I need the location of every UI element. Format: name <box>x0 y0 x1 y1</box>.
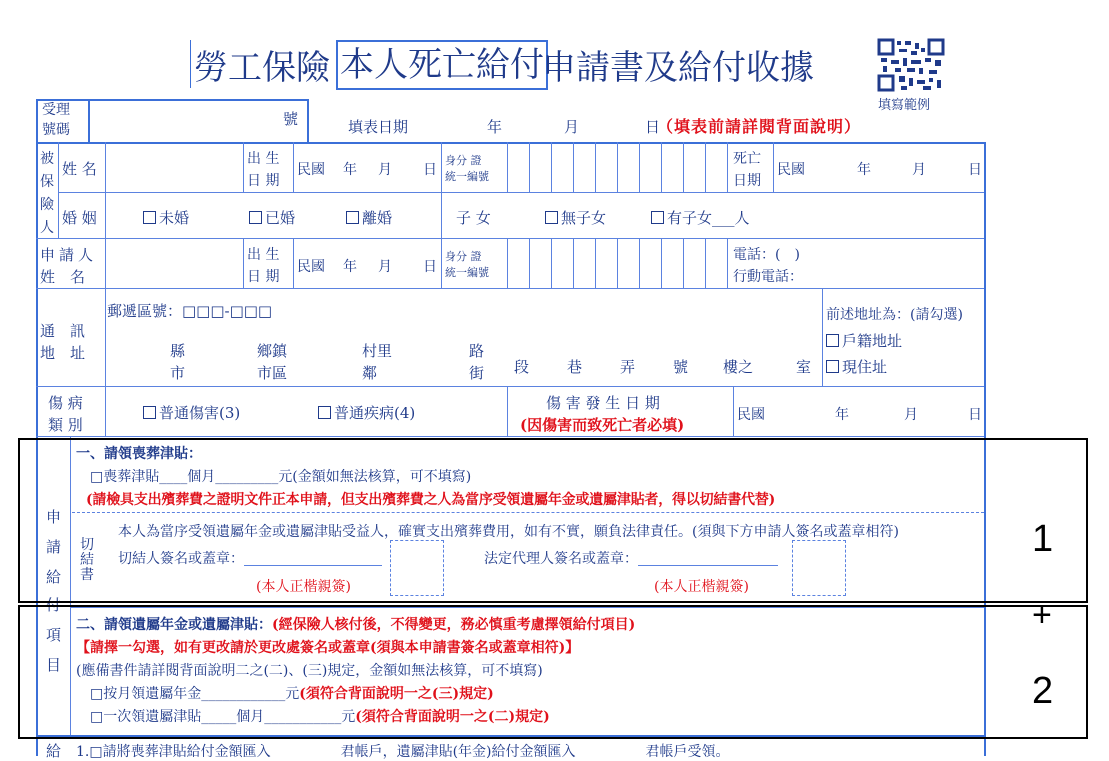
opt-divorced[interactable] <box>346 207 392 228</box>
injury-date-note: (因傷害而致死亡者必填) <box>520 416 685 434</box>
checkbox-married[interactable] <box>249 211 262 224</box>
insured-birth-month: 月 <box>378 162 392 178</box>
opt-married-label: 已婚 <box>265 209 296 227</box>
addr-road-2: 街 <box>469 364 485 382</box>
section2-reference: (應備書件請詳閱背面說明二之(二)、(三)規定，金額如無法核算，可不填寫) <box>76 663 543 679</box>
address-label-2: 地 址 <box>40 344 86 362</box>
checkbox-common-injury[interactable] <box>143 406 156 419</box>
applicant-phone: 電話：( ) <box>733 247 800 263</box>
insured-birth-day: 日 <box>423 162 437 178</box>
checkbox-common-disease[interactable] <box>318 406 331 419</box>
addr-alley: 弄 <box>620 358 636 376</box>
addr-choose-label: 前述地址為：(請勾選) <box>826 307 963 323</box>
insured-name-label: 姓 名 <box>62 160 97 178</box>
marriage-label: 婚 姻 <box>62 209 97 227</box>
apply-side-2: 請 <box>46 538 62 556</box>
insured-birth-label-2: 日 期 <box>247 173 280 189</box>
title-part-a: 勞工保險 <box>194 48 330 88</box>
insured-side-label: 被保險人 <box>40 151 54 236</box>
opt-lump-red: (須符合背面說明一之(二)規定) <box>355 709 550 725</box>
fill-date-year: 年 <box>487 118 503 136</box>
injury-date-label: 傷 害 發 生 日 期 <box>546 394 660 412</box>
affidavit-text: 本人為當序受領遺屬年金或遺屬津貼受益人，確實支出殯葬費用，如有不實，願負法律責任。(須與下方申請人簽名或蓋章相符) <box>118 524 899 540</box>
insured-id-label-2: 統一編號 <box>445 170 489 183</box>
applicant-id-label-2: 統一編號 <box>445 266 489 279</box>
opt-residence-label: 現住址 <box>842 358 888 376</box>
applicant-id-label-1: 身分 證 <box>445 250 482 263</box>
addr-number: 號 <box>673 358 689 376</box>
qr-caption: 填寫範例 <box>878 98 931 113</box>
insured-birth-minguo: 民國 <box>297 162 325 178</box>
apply-side-3: 給 <box>46 568 62 586</box>
addr-section: 段 <box>514 358 530 376</box>
applicant-birth-label-1: 出 生 <box>247 247 280 263</box>
injury-minguo: 民國 <box>737 407 765 423</box>
apply-side-1: 申 <box>46 508 62 526</box>
injury-year: 年 <box>835 407 849 423</box>
insured-birth-label-1: 出 生 <box>247 151 280 167</box>
insured-id-label-1: 身分 證 <box>445 154 482 167</box>
children-label: 子 女 <box>456 209 491 227</box>
insured-death-year: 年 <box>857 162 871 178</box>
annotation-frame-1 <box>18 438 1088 603</box>
section2-choose-note: 【請擇一勾選，如有更改請於更改處簽名或蓋章(須與本申請書簽名或蓋章相符)】 <box>76 640 580 656</box>
addr-village-1: 村里 <box>362 342 393 360</box>
opt-unmarried-label: 未婚 <box>159 209 190 227</box>
fill-note: （填表前請詳閱背面說明） <box>657 117 862 136</box>
affidavit-seal-self: (本人正楷親簽) <box>256 579 351 595</box>
section1-heading: 一、請領喪葬津貼： <box>76 446 202 462</box>
addr-town-1: 鄉鎮 <box>257 342 288 360</box>
addr-floor: 樓之 <box>723 358 754 376</box>
title-part-b: 本人死亡給付 <box>336 40 548 90</box>
apply-side-4: 付 <box>46 596 62 614</box>
opt-common-disease-label: 普通疾病(4) <box>334 404 416 422</box>
affidavit-side-label: 切結書 <box>80 537 94 583</box>
insured-death-month: 月 <box>912 162 926 178</box>
injury-month: 月 <box>904 407 918 423</box>
apply-side-6: 目 <box>46 656 62 674</box>
addr-room: 室 <box>796 358 812 376</box>
opt-lump-text: □一次領遺屬津貼_____個月___________元 <box>90 709 356 725</box>
opt-common-disease[interactable] <box>318 402 415 423</box>
opt-residence[interactable] <box>826 356 887 377</box>
opt-common-injury-label: 普通傷害(3) <box>159 404 241 422</box>
checkbox-household[interactable] <box>826 334 839 347</box>
insured-death-minguo: 民國 <box>777 162 805 178</box>
bottom-text: 1.□請將喪葬津貼給付金額匯入 君帳戶，遺屬津貼(年金)給付金額匯入 君帳戶受領。 <box>76 744 730 760</box>
fill-date-day: 日 <box>645 118 661 136</box>
fill-date-label: 填表日期 <box>348 118 409 136</box>
insured-death-label-2: 日期 <box>733 173 761 189</box>
affidavit-sign-self: 切結人簽名或蓋章： <box>118 551 244 567</box>
annotation-plus: + <box>1032 596 1052 634</box>
addr-county-1: 縣 <box>170 342 186 360</box>
applicant-birth-year: 年 <box>343 259 357 275</box>
applicant-birth-month: 月 <box>378 259 392 275</box>
applicant-birth-day: 日 <box>423 259 437 275</box>
apply-side-5: 項 <box>46 626 62 644</box>
receipt-hao: 號 <box>283 110 299 128</box>
section2-heading-red: (經保險人核付後，不得變更，務必慎重考慮擇領給付項目) <box>272 617 636 633</box>
affidavit-sign-agent: 法定代理人簽名或蓋章： <box>484 551 638 567</box>
opt-household-label: 戶籍地址 <box>842 332 903 350</box>
section2-heading-text: 二、請領遺屬年金或遺屬津貼： <box>76 617 272 633</box>
insured-death-label-1: 死亡 <box>733 151 761 167</box>
opt-monthly-red: (須符合背面說明一之(三)規定) <box>299 686 494 702</box>
applicant-mobile: 行動電話： <box>733 269 803 285</box>
receipt-label: 受理號碼 <box>42 102 70 138</box>
insured-death-day: 日 <box>968 162 982 178</box>
opt-child[interactable] <box>651 207 750 228</box>
addr-village-2: 鄰 <box>362 364 378 382</box>
qr-code-icon <box>877 38 945 92</box>
applicant-label-2: 姓 名 <box>40 268 86 286</box>
opt-unmarried[interactable] <box>143 207 189 228</box>
opt-monthly-text: □按月領遺屬年金____________元 <box>90 686 300 702</box>
title-part-c: 申請書及給付收據 <box>542 48 814 88</box>
opt-divorced-label: 離婚 <box>362 209 393 227</box>
section1-funeral-line: □喪葬津貼____個月_________元(金額如無法核算，可不填寫) <box>90 469 472 485</box>
applicant-birth-minguo: 民國 <box>297 259 325 275</box>
annotation-frame-2 <box>18 605 1088 739</box>
checkbox-child[interactable] <box>651 211 664 224</box>
applicant-label-1: 申請人 <box>40 246 98 264</box>
insured-birth-year: 年 <box>343 162 357 178</box>
bottom-side-label: 給 <box>46 742 62 760</box>
checkbox-divorced[interactable] <box>346 211 359 224</box>
affidavit-seal-agent: (本人正楷親簽) <box>654 579 749 595</box>
addr-road-1: 路 <box>469 342 485 360</box>
checkbox-residence[interactable] <box>826 360 839 373</box>
postal-code: 郵遞區號：□□□-□□□ <box>107 302 273 320</box>
fill-date-month: 月 <box>564 118 580 136</box>
section1-red-note: (請檢具支出殯葬費之證明文件正本申請，但支出殯葬費之人為當序受領遺屬年金或遺屬津貼者，得以切結書代替) <box>86 492 776 508</box>
addr-county-2: 市 <box>170 364 186 382</box>
opt-no-child[interactable] <box>545 207 606 228</box>
injury-day: 日 <box>968 407 982 423</box>
injury-label-1: 傷 病 <box>48 394 83 412</box>
addr-town-2: 市區 <box>257 364 288 382</box>
addr-lane: 巷 <box>567 358 583 376</box>
annotation-two: 2 <box>1032 670 1054 712</box>
opt-child-label: 有子女___人 <box>667 209 750 227</box>
opt-common-injury[interactable] <box>143 402 240 423</box>
opt-no-child-label: 無子女 <box>561 209 607 227</box>
opt-household[interactable] <box>826 330 902 351</box>
checkbox-no-child[interactable] <box>545 211 558 224</box>
address-label-1: 通 訊 <box>40 322 86 340</box>
applicant-birth-label-2: 日 期 <box>247 269 280 285</box>
checkbox-unmarried[interactable] <box>143 211 156 224</box>
opt-married[interactable] <box>249 207 295 228</box>
annotation-one: 1 <box>1032 518 1054 560</box>
injury-label-2: 類 別 <box>48 416 83 434</box>
